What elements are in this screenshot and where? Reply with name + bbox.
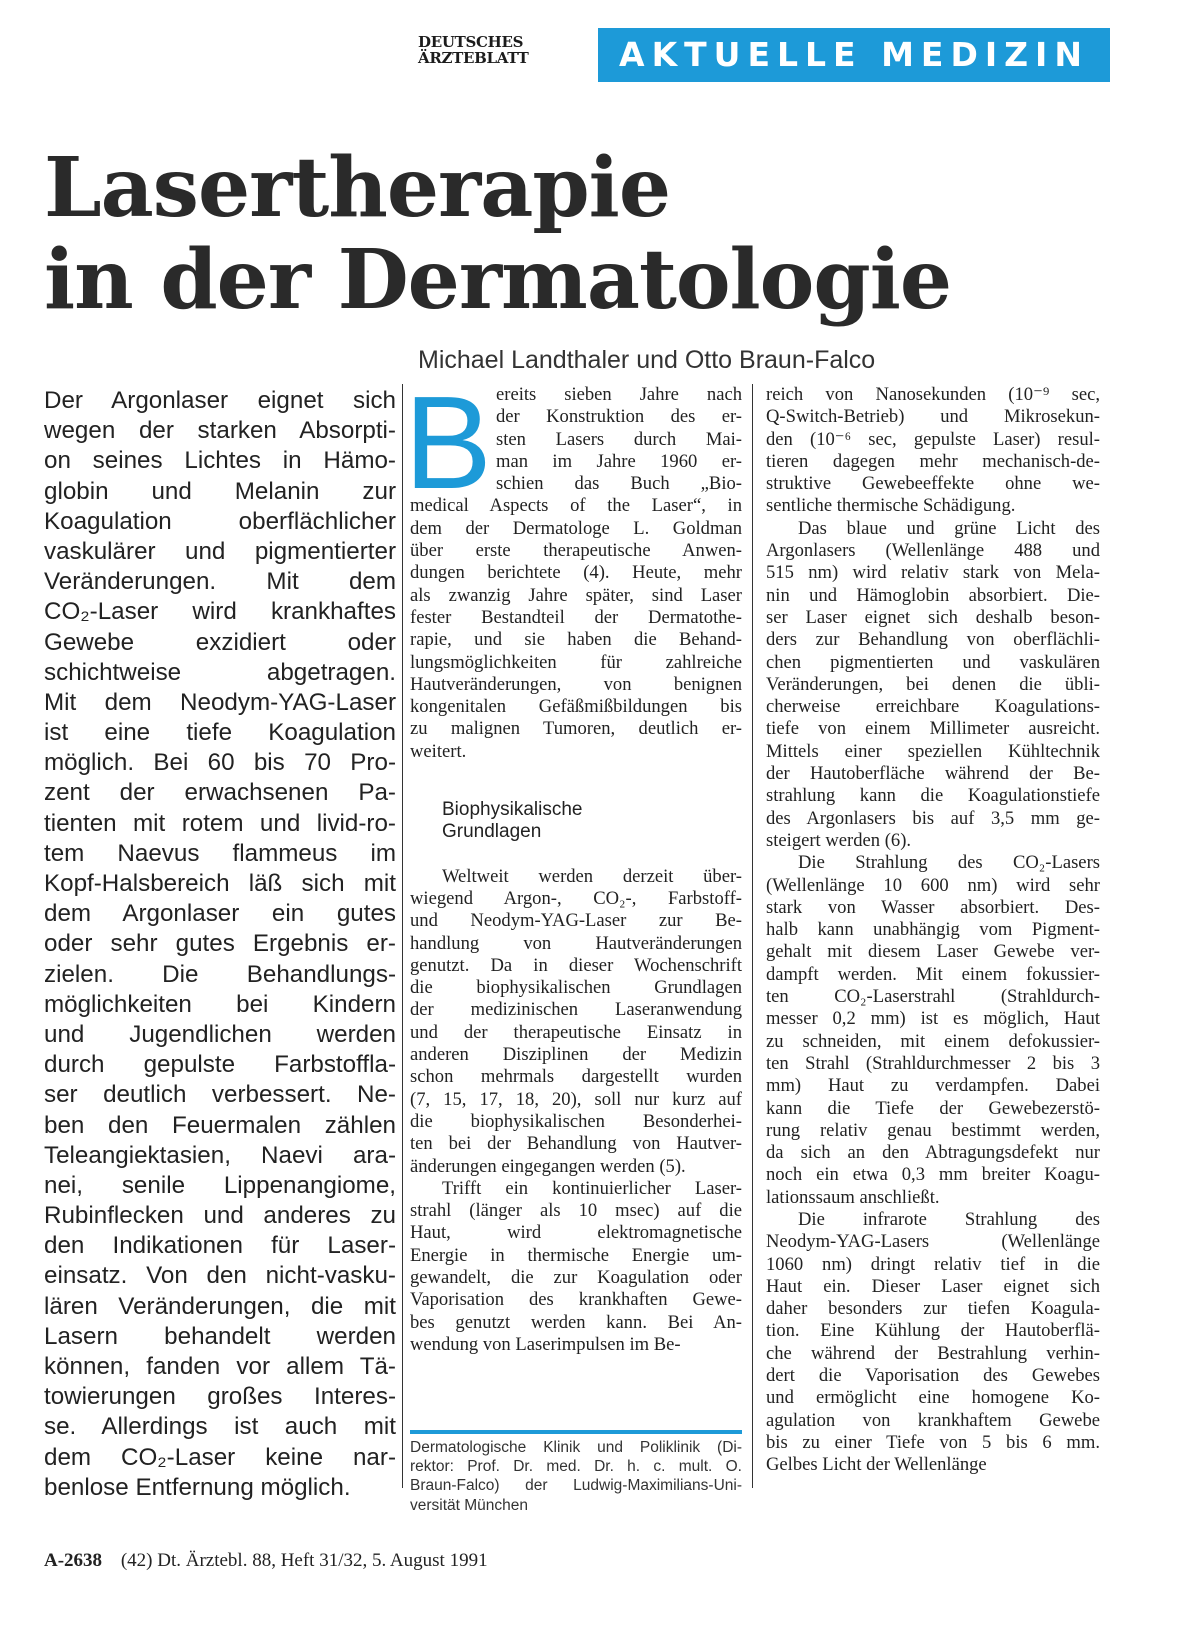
article-authors: Michael Landthaler und Otto Braun-Falco xyxy=(418,346,876,374)
text-line: die biophysikalischen Besonderhei- xyxy=(410,1110,742,1132)
text-line: durch gepulste Farbstoffla- xyxy=(44,1051,396,1079)
text-line: ist eine tiefe Koagulation xyxy=(44,719,396,747)
text-line: die biophysikalischen Grundlagen xyxy=(410,977,742,999)
text-line: weitert. xyxy=(410,740,467,762)
text-line: zielen. Die Behandlungs- xyxy=(44,960,396,988)
text-line: towierungen großes Interes- xyxy=(44,1383,396,1411)
text-line: Hautveränderungen, von benignen xyxy=(410,673,742,695)
text-line: da sich an den Abtragungsdefekt nur xyxy=(766,1142,1100,1164)
text-line: benlose Entfernung möglich. xyxy=(44,1473,351,1501)
text-line: strahlung kann die Koagulationstiefe xyxy=(766,785,1100,807)
text-line: möglich. Bei 60 bis 70 Pro- xyxy=(44,749,396,777)
text-line: wiegend Argon-, CO₂-, Farbstoff- xyxy=(410,887,742,909)
text-line: strahl (länger als 10 msec) auf die xyxy=(410,1200,742,1222)
text-line: Vaporisation des krankhaften Gewe- xyxy=(410,1289,742,1311)
text-line: struktive Gewebeeffekte ohne we- xyxy=(766,473,1100,495)
text-line: (Wellenlänge 10 600 nm) wird sehr xyxy=(766,874,1100,896)
lead-abstract xyxy=(44,386,396,1503)
author-affiliation xyxy=(410,1438,742,1515)
journal-citation: (42) Dt. Ärztebl. 88, Heft 31/32, 5. August 1991 xyxy=(120,1550,488,1571)
section-heading xyxy=(410,797,742,842)
text-line: reich von Nanosekunden (10⁻⁹ sec, xyxy=(766,384,1100,405)
text-line: Neodym-YAG-Lasers (Wellenlänge xyxy=(766,1231,1100,1253)
text-line: änderungen eingegangen werden (5). xyxy=(410,1155,686,1177)
text-line: kongenitalen Gefäßmißbildungen bis xyxy=(410,696,742,718)
text-line: lationssaum anschließt. xyxy=(766,1186,940,1208)
text-line: Energie in thermische Energie um- xyxy=(410,1244,742,1266)
text-line: Biophysikalische xyxy=(442,799,583,820)
text-line: vaskulärer und pigmentierter xyxy=(44,537,396,565)
text-line: schichtweise abgetragen. xyxy=(44,658,396,686)
page-footer xyxy=(44,1550,488,1572)
column-divider-left xyxy=(402,384,403,1488)
text-line: Teleangiektasien, Naevi ara- xyxy=(44,1141,396,1169)
body-column-middle xyxy=(410,384,742,1356)
text-line: steigert werden (6). xyxy=(766,829,912,851)
text-line: tienten mit rotem und livid-ro- xyxy=(44,809,396,837)
text-line: Haut ein. Dieser Laser eignet sich xyxy=(766,1275,1100,1297)
text-line: sentliche thermische Schädigung. xyxy=(766,495,1016,517)
text-line: zu malignen Tumoren, deutlich er- xyxy=(410,718,742,740)
text-line: wendung von Laserimpulsen im Be- xyxy=(410,1333,681,1355)
text-line: ser deutlich verbessert. Ne- xyxy=(44,1081,396,1109)
paragraph-biophysics-1 xyxy=(410,866,742,1178)
text-line: messer 0,2 mm) ist es möglich, Haut xyxy=(766,1008,1100,1030)
text-line: Gelbes Licht der Wellenlänge xyxy=(766,1454,987,1476)
text-line: ben den Feuermalen zählen xyxy=(44,1111,396,1139)
text-line: Mit dem Neodym-YAG-Laser xyxy=(44,688,396,716)
text-line: rapie, und sie haben die Behand- xyxy=(410,629,742,651)
text-line: und ermöglicht eine homogene Ko- xyxy=(766,1387,1100,1409)
text-line: Gewebe exzidiert oder xyxy=(44,628,396,656)
text-line: den Indikationen für Laser- xyxy=(44,1232,396,1260)
text-line: (7, 15, 17, 18, 20), soll nur kurz auf xyxy=(410,1088,742,1110)
text-line: genutzt. Da in dieser Wochenschrift xyxy=(410,954,742,976)
text-line: zu schneiden, mit einem defokussier- xyxy=(766,1030,1100,1052)
text-line: globin und Melanin zur xyxy=(44,477,396,505)
text-line: CO₂-Laser wird krankhaftes xyxy=(44,598,396,626)
title-line-2: in der Dermatologie xyxy=(44,232,952,328)
text-line: und der therapeutische Einsatz in xyxy=(410,1021,742,1043)
text-line: den (10⁻⁶ sec, gepulste Laser) resul- xyxy=(766,428,1100,450)
text-line: tion. Eine Kühlung der Hautoberflä- xyxy=(766,1320,1100,1342)
text-line: schon mehrmals dargestellt wurden xyxy=(410,1066,742,1088)
text-line: rung relativ genau bestimmt werden, xyxy=(766,1119,1100,1141)
text-line: Das blaue und grüne Licht des xyxy=(798,517,1100,539)
text-line: bis zu einer Tiefe von 5 bis 6 mm. xyxy=(766,1431,1100,1453)
text-line: gehalt mit diesem Laser Gewebe ver- xyxy=(766,941,1100,963)
text-line: Trifft ein kontinuierlicher Laser- xyxy=(442,1177,742,1199)
title-line-1: Lasertherapie xyxy=(44,140,670,236)
text-line: Argonlasers (Wellenlänge 488 und xyxy=(766,540,1100,562)
text-line: wegen der starken Absorpti- xyxy=(44,417,396,445)
text-line: Die Strahlung des CO₂-Lasers xyxy=(798,852,1100,874)
text-line: Veränderungen, bei denen die übli- xyxy=(766,673,1100,695)
text-line: versität München xyxy=(410,1496,529,1514)
drop-cap: B xyxy=(404,369,493,516)
text-line: dem der Dermatologe L. Goldman xyxy=(410,517,742,539)
text-line: man im Jahre 1960 er- xyxy=(496,450,742,472)
text-line: nin und Hämoglobin absorbiert. Die- xyxy=(766,584,1100,606)
text-line: medical Aspects of the Laser“, in xyxy=(410,495,742,517)
text-line: rektor: Prof. Dr. med. Dr. h. c. mult. O. xyxy=(410,1458,742,1476)
text-line: Kopf-Halsbereich läß sich mit xyxy=(44,870,396,897)
text-line: bes genutzt werden kann. Bei An- xyxy=(410,1311,742,1333)
text-line: Lasern behandelt werden xyxy=(44,1322,396,1350)
affiliation-rule xyxy=(410,1430,742,1434)
paragraph-biophysics-2 xyxy=(410,1178,742,1356)
text-line: und Jugendlichen werden xyxy=(44,1020,396,1048)
masthead-line-2: ÄRZTEBLATT xyxy=(418,49,529,67)
text-line: oder sehr gutes Ergebnis er- xyxy=(44,930,396,958)
text-line: Koagulation oberflächlicher xyxy=(44,507,396,535)
text-line: über erste therapeutische Anwen- xyxy=(410,540,742,562)
text-line: noch ein etwa 0,3 mm breiter Koagu- xyxy=(766,1164,1100,1186)
text-line: fester Bestandteil der Dermatothe- xyxy=(410,606,742,628)
text-line: des Argonlasers bis auf 3,5 mm ge- xyxy=(766,807,1100,829)
text-line: anderen Disziplinen der Medizin xyxy=(410,1044,742,1066)
text-line: können, fanden vor allem Tä- xyxy=(44,1353,396,1380)
column-divider-right xyxy=(752,384,753,1488)
text-line: Q-Switch-Betrieb) und Mikrosekun- xyxy=(766,406,1100,428)
text-line: se. Allerdings ist auch mit xyxy=(44,1413,396,1441)
article-title xyxy=(44,142,1144,326)
text-line: handlung von Hautveränderungen xyxy=(410,932,742,954)
text-line: ten CO₂-Laserstrahl (Strahldurch- xyxy=(766,986,1100,1008)
text-line: lären Veränderungen, die mit xyxy=(44,1292,396,1320)
text-line: Weltweit werden derzeit über- xyxy=(442,865,742,887)
text-line: on seines Lichtes in Hämo- xyxy=(44,447,396,475)
paragraph-pulse xyxy=(766,384,1100,518)
text-line: cherweise erreichbare Koagulations- xyxy=(766,696,1100,718)
text-line: agulation von krankhaftem Gewebe xyxy=(766,1409,1100,1431)
text-line: Dermatologische Klinik und Poliklinik (Di- xyxy=(410,1439,742,1456)
text-line: und Neodym-YAG-Laser zur Be- xyxy=(410,910,742,932)
text-line: schien das Buch „Bio- xyxy=(496,473,742,495)
text-line: ten Strahl (Strahldurchmesser 2 bis 3 xyxy=(766,1052,1100,1074)
text-line: der Konstruktion des er- xyxy=(496,406,742,428)
journal-masthead xyxy=(418,33,529,78)
text-line: möglichkeiten bei Kindern xyxy=(44,990,396,1018)
body-column-right xyxy=(766,384,1100,1477)
text-line: daher besonders zur tiefen Koagula- xyxy=(766,1298,1100,1320)
text-line: zent der erwachsenen Pa- xyxy=(44,779,396,807)
text-line: dem CO₂-Laser keine nar- xyxy=(44,1443,396,1471)
text-line: dert die Vaporisation des Gewebes xyxy=(766,1365,1100,1387)
text-line: halb kann unabhängig vom Pigment- xyxy=(766,919,1100,941)
text-line: als zwanzig Jahre später, sind Laser xyxy=(410,584,742,606)
text-line: dungen berichtete (4). Heute, mehr xyxy=(410,562,742,584)
text-line: der medizinischen Laseranwendung xyxy=(410,999,742,1021)
text-line: dampft werden. Mit einem fokussier- xyxy=(766,963,1100,985)
text-line: mm) Haut zu verdampfen. Dabei xyxy=(766,1075,1100,1097)
page-number: A-2638 xyxy=(44,1550,103,1571)
text-line: ders zur Behandlung von oberflächli- xyxy=(766,629,1100,651)
text-line: Mittels einer speziellen Kühltechnik xyxy=(766,740,1100,762)
text-line: lungsmöglichkeiten für zahlreiche xyxy=(410,651,742,673)
text-line: einsatz. Von den nicht-vasku- xyxy=(44,1262,396,1290)
text-line: nei, senile Lippenangiome, xyxy=(44,1171,396,1199)
text-line: der Hautoberfläche während der Be- xyxy=(766,763,1100,785)
text-line: dem Argonlaser ein gutes xyxy=(44,900,396,928)
paragraph-co2 xyxy=(766,852,1100,1209)
intro-paragraph xyxy=(410,384,742,763)
text-line: Grundlagen xyxy=(442,821,542,842)
text-line: ten bei der Behandlung von Hautver- xyxy=(410,1133,742,1155)
text-line: sten Lasers durch Mai- xyxy=(496,428,742,450)
text-line: gewandelt, die zur Koagulation oder xyxy=(410,1266,742,1288)
paragraph-nd-yag xyxy=(766,1209,1100,1477)
text-line: tiefe von einem Millimeter ausreicht. xyxy=(766,718,1100,740)
text-line: tieren dagegen mehr mechanisch-de- xyxy=(766,450,1100,472)
text-line: chen pigmentierten und vaskulären xyxy=(766,651,1100,673)
text-line: Haut, wird elektromagnetische xyxy=(410,1222,742,1244)
section-banner: AKTUELLE MEDIZIN xyxy=(598,28,1110,82)
text-line: stark von Wasser absorbiert. Des- xyxy=(766,896,1100,918)
text-line: Rubinflecken und anderes zu xyxy=(44,1202,396,1230)
text-line: kann die Tiefe der Gewebezerstö- xyxy=(766,1097,1100,1119)
masthead-line-1: DEUTSCHES xyxy=(418,33,524,51)
text-line: ereits sieben Jahre nach xyxy=(496,384,742,405)
paragraph-argon xyxy=(766,518,1100,852)
text-line: Die infrarote Strahlung des xyxy=(798,1208,1100,1230)
text-line: Braun-Falco) der Ludwig-Maximilians-Uni- xyxy=(410,1477,742,1495)
text-line: 1060 nm) dringt relativ tief in die xyxy=(766,1253,1100,1275)
text-line: Veränderungen. Mit dem xyxy=(44,568,396,596)
text-line: Der Argonlaser eignet sich xyxy=(44,387,396,414)
text-line: 515 nm) wird relativ stark von Mela- xyxy=(766,562,1100,584)
text-line: tem Naevus flammeus im xyxy=(44,839,396,867)
text-line: che während der Bestrahlung verhin- xyxy=(766,1342,1100,1364)
text-line: ser Laser eignet sich deshalb beson- xyxy=(766,606,1100,628)
